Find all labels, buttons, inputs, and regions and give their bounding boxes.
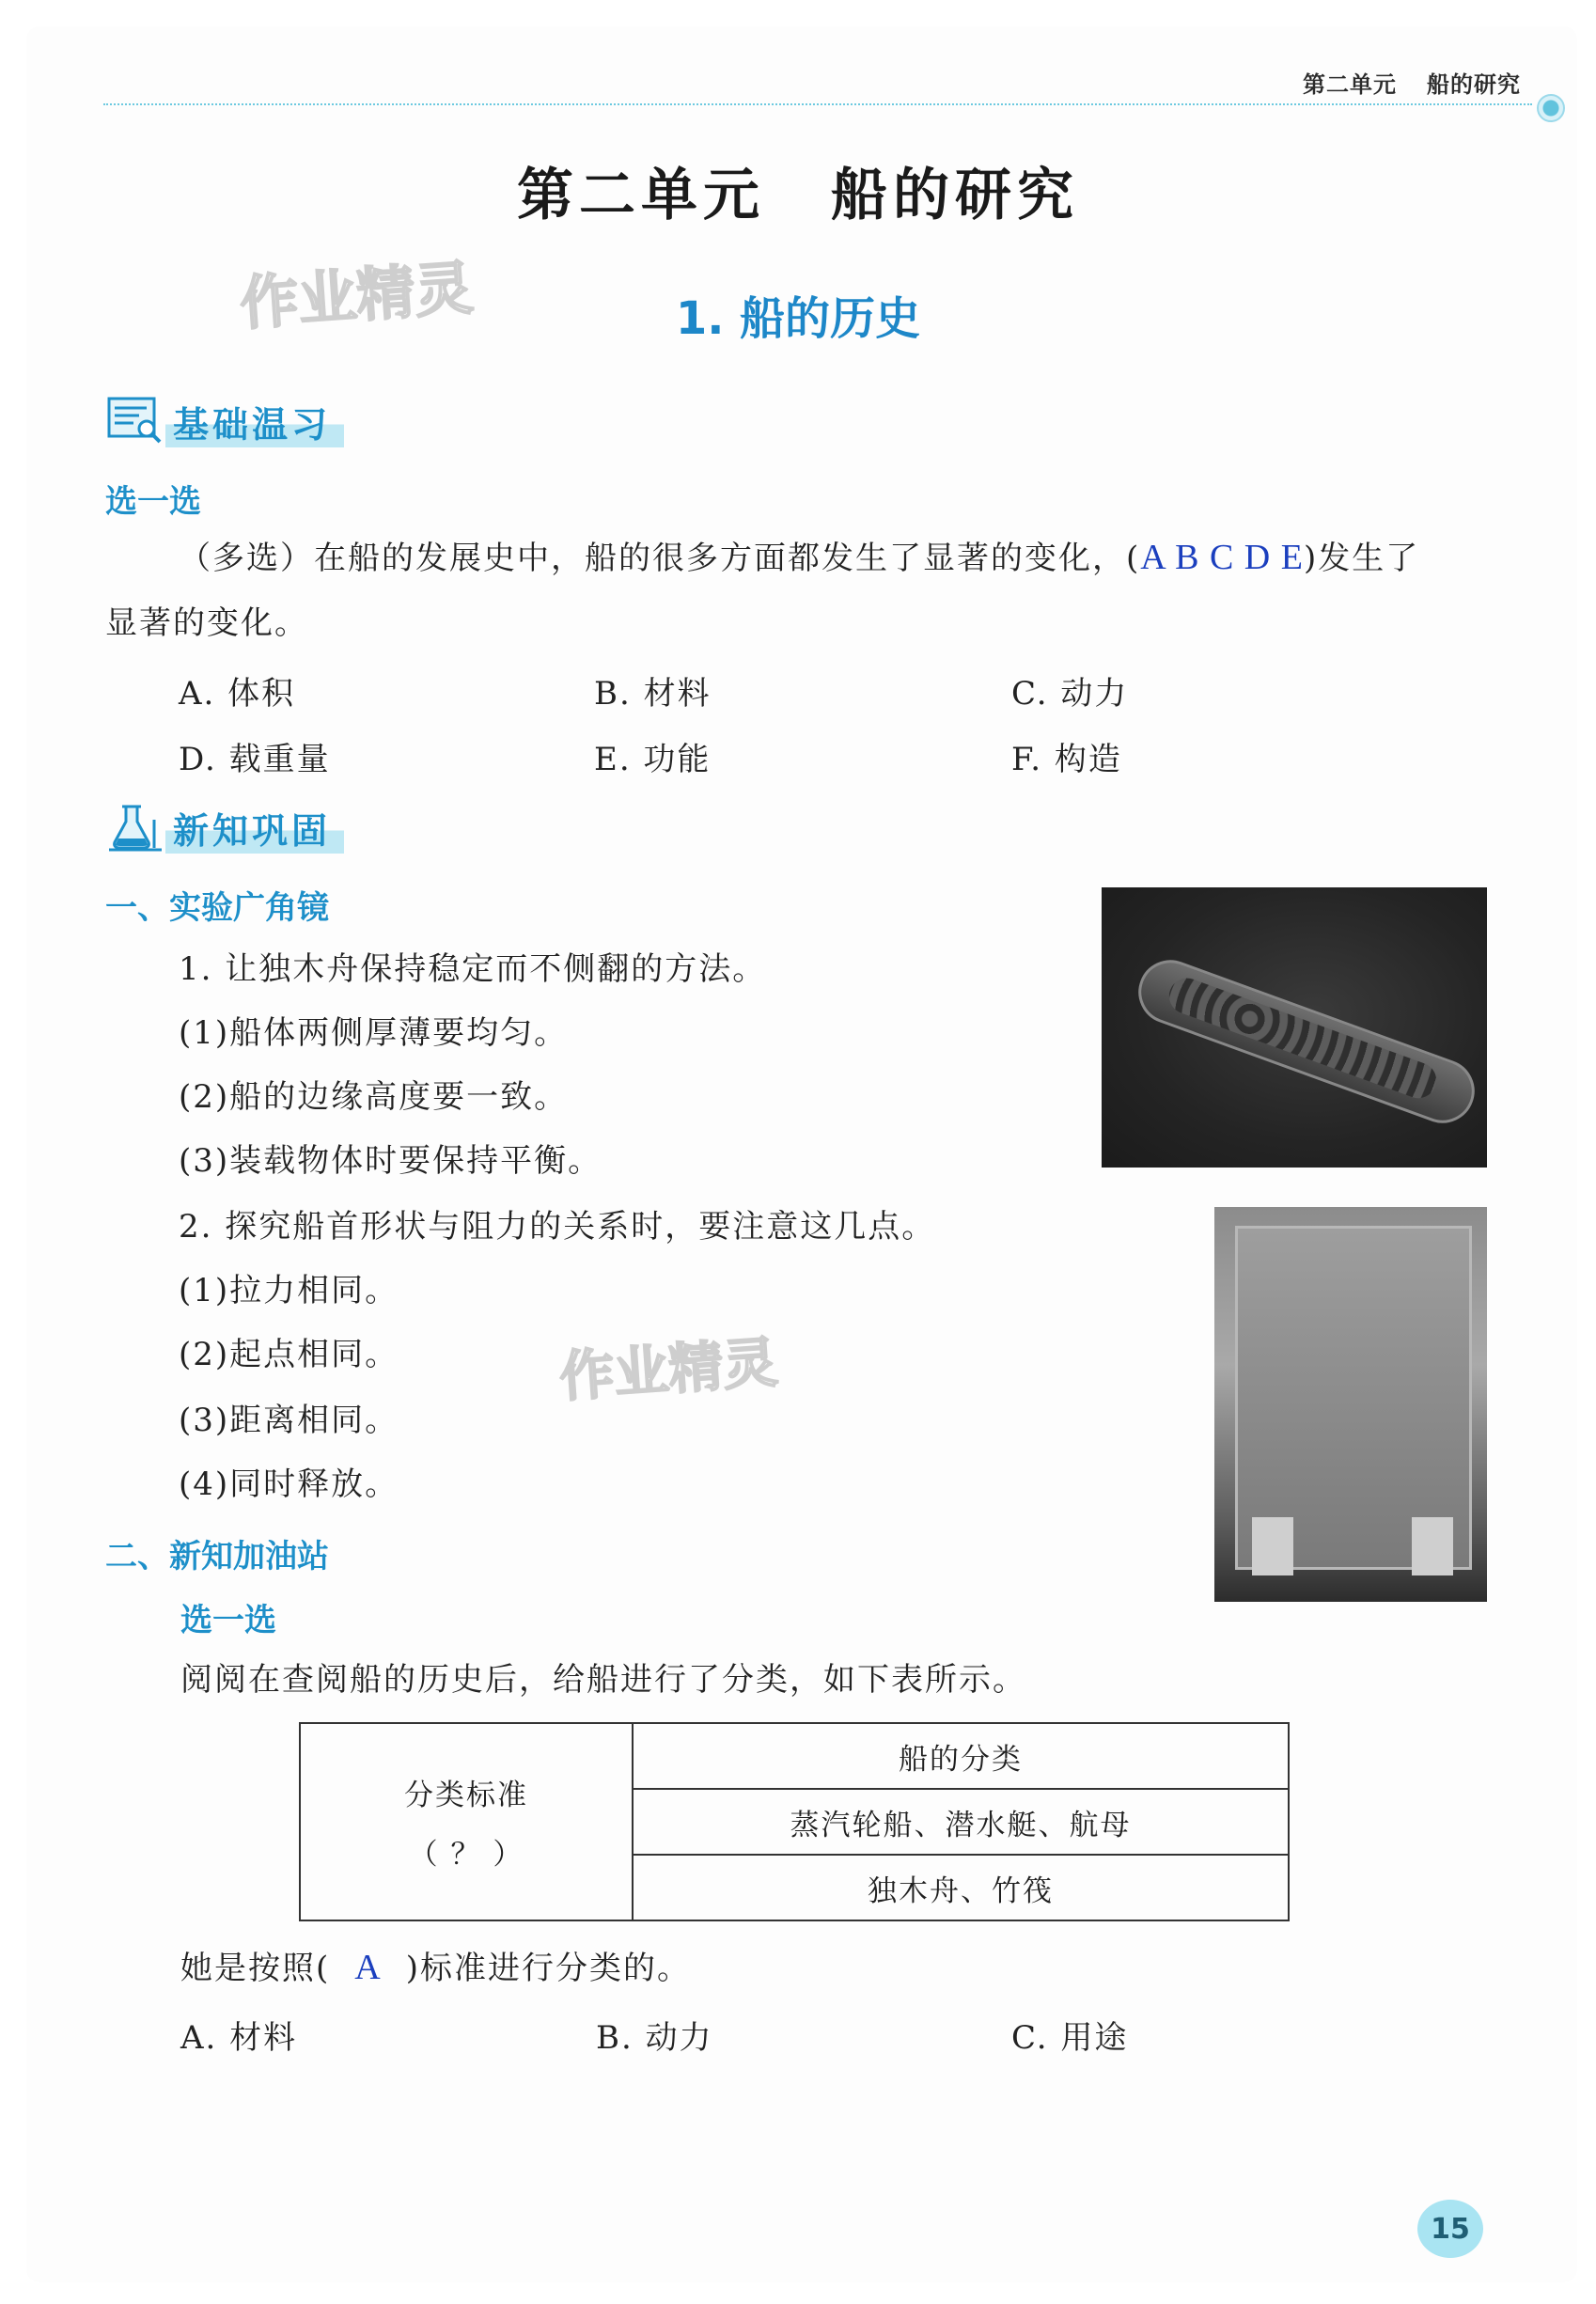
question-text: 她是按照( [180,1950,331,1987]
table-header: 船的分类 [899,1742,1023,1777]
question-criterion [180,1946,691,1990]
table-criterion-value: （ ？ ） [408,1838,524,1872]
unit-title [0,150,1596,231]
handwritten-answer: A [354,1948,382,1987]
boat-block-shape [1252,1517,1293,1575]
running-head [1303,66,1521,99]
flask-icon [105,801,165,854]
list-item: 2. 探究船首形状与阻力的关系时，要注意这几点。 [179,1208,936,1246]
option-d: D. 载重量 [179,741,331,778]
header-dot-icon [1537,94,1565,122]
unit-title-number: 第二单元 [517,163,765,228]
table-classes [634,1724,1288,1920]
section-banner-label: 基础温习 [165,396,344,447]
table-criterion-cell [301,1724,634,1920]
option-e: E. 功能 [594,741,712,778]
question-text: )标准进行分类的。 [405,1950,691,1987]
option-b: B. 动力 [596,2019,713,2057]
option-c: C. 动力 [1011,675,1129,713]
watermark: 作业精灵 [238,253,476,338]
section-banner-label: 新知巩固 [165,802,344,854]
question-text: （多选）在船的发展史中，船的很多方面都发生了显著的变化，( [179,540,1141,577]
part2-heading: 二、新知加油站 [105,1538,329,1575]
question-continuation: 显著的变化。 [105,604,308,642]
handwritten-answer: A B C D E [1140,538,1304,577]
part1-heading: 一、实验广角镜 [105,889,329,927]
list-item: (1)船体两侧厚薄要均匀。 [179,1014,569,1052]
subhead-choose: 选一选 [105,483,201,521]
question-text: )发生了 [1303,540,1420,577]
list-item: (3)距离相同。 [179,1402,399,1439]
list-item: 1. 让独木舟保持稳定而不侧翻的方法。 [179,950,767,988]
question-multi-choice [179,536,1513,580]
list-item: (2)船的边缘高度要一致。 [179,1078,569,1116]
option-b: B. 材料 [594,675,712,713]
table-row: 蒸汽轮船、潜水艇、航母 [634,1788,1288,1854]
list-item: (1)拉力相同。 [179,1272,399,1309]
unit-title-name: 船的研究 [831,163,1079,228]
table-intro: 阅阅在查阅船的历史后，给船进行了分类，如下表所示。 [180,1661,1026,1699]
watermark: 作业精灵 [557,1329,780,1409]
page-number-badge [1417,2200,1483,2258]
classification-table [299,1722,1290,1921]
running-head-topic: 船的研究 [1427,71,1521,98]
water-tank-photo [1214,1207,1487,1602]
list-item: (3)装载物体时要保持平衡。 [179,1142,602,1180]
section-banner-review [105,395,344,447]
option-f: F. 构造 [1011,741,1122,778]
list-item: (2)起点相同。 [179,1336,399,1373]
header-divider [103,103,1532,105]
notebook-magnifier-icon [105,395,165,447]
table-row: 独木舟、竹筏 [634,1854,1288,1920]
canoe-photo [1102,887,1487,1168]
table-criterion-label: 分类标准 [404,1779,528,1812]
option-a: A. 体积 [179,675,296,713]
list-item: (4)同时释放。 [179,1465,399,1503]
boat-block-shape [1412,1517,1453,1575]
page-number: 15 [1431,2212,1470,2246]
canoe-model-shape [1130,951,1484,1132]
running-head-unit: 第二单元 [1303,71,1397,98]
lesson-title: 1. 船的历史 [675,292,921,345]
section-banner-consolidate [105,801,344,854]
part2-subhead: 选一选 [180,1602,276,1639]
option-a: A. 材料 [180,2019,298,2057]
option-c: C. 用途 [1011,2019,1129,2057]
